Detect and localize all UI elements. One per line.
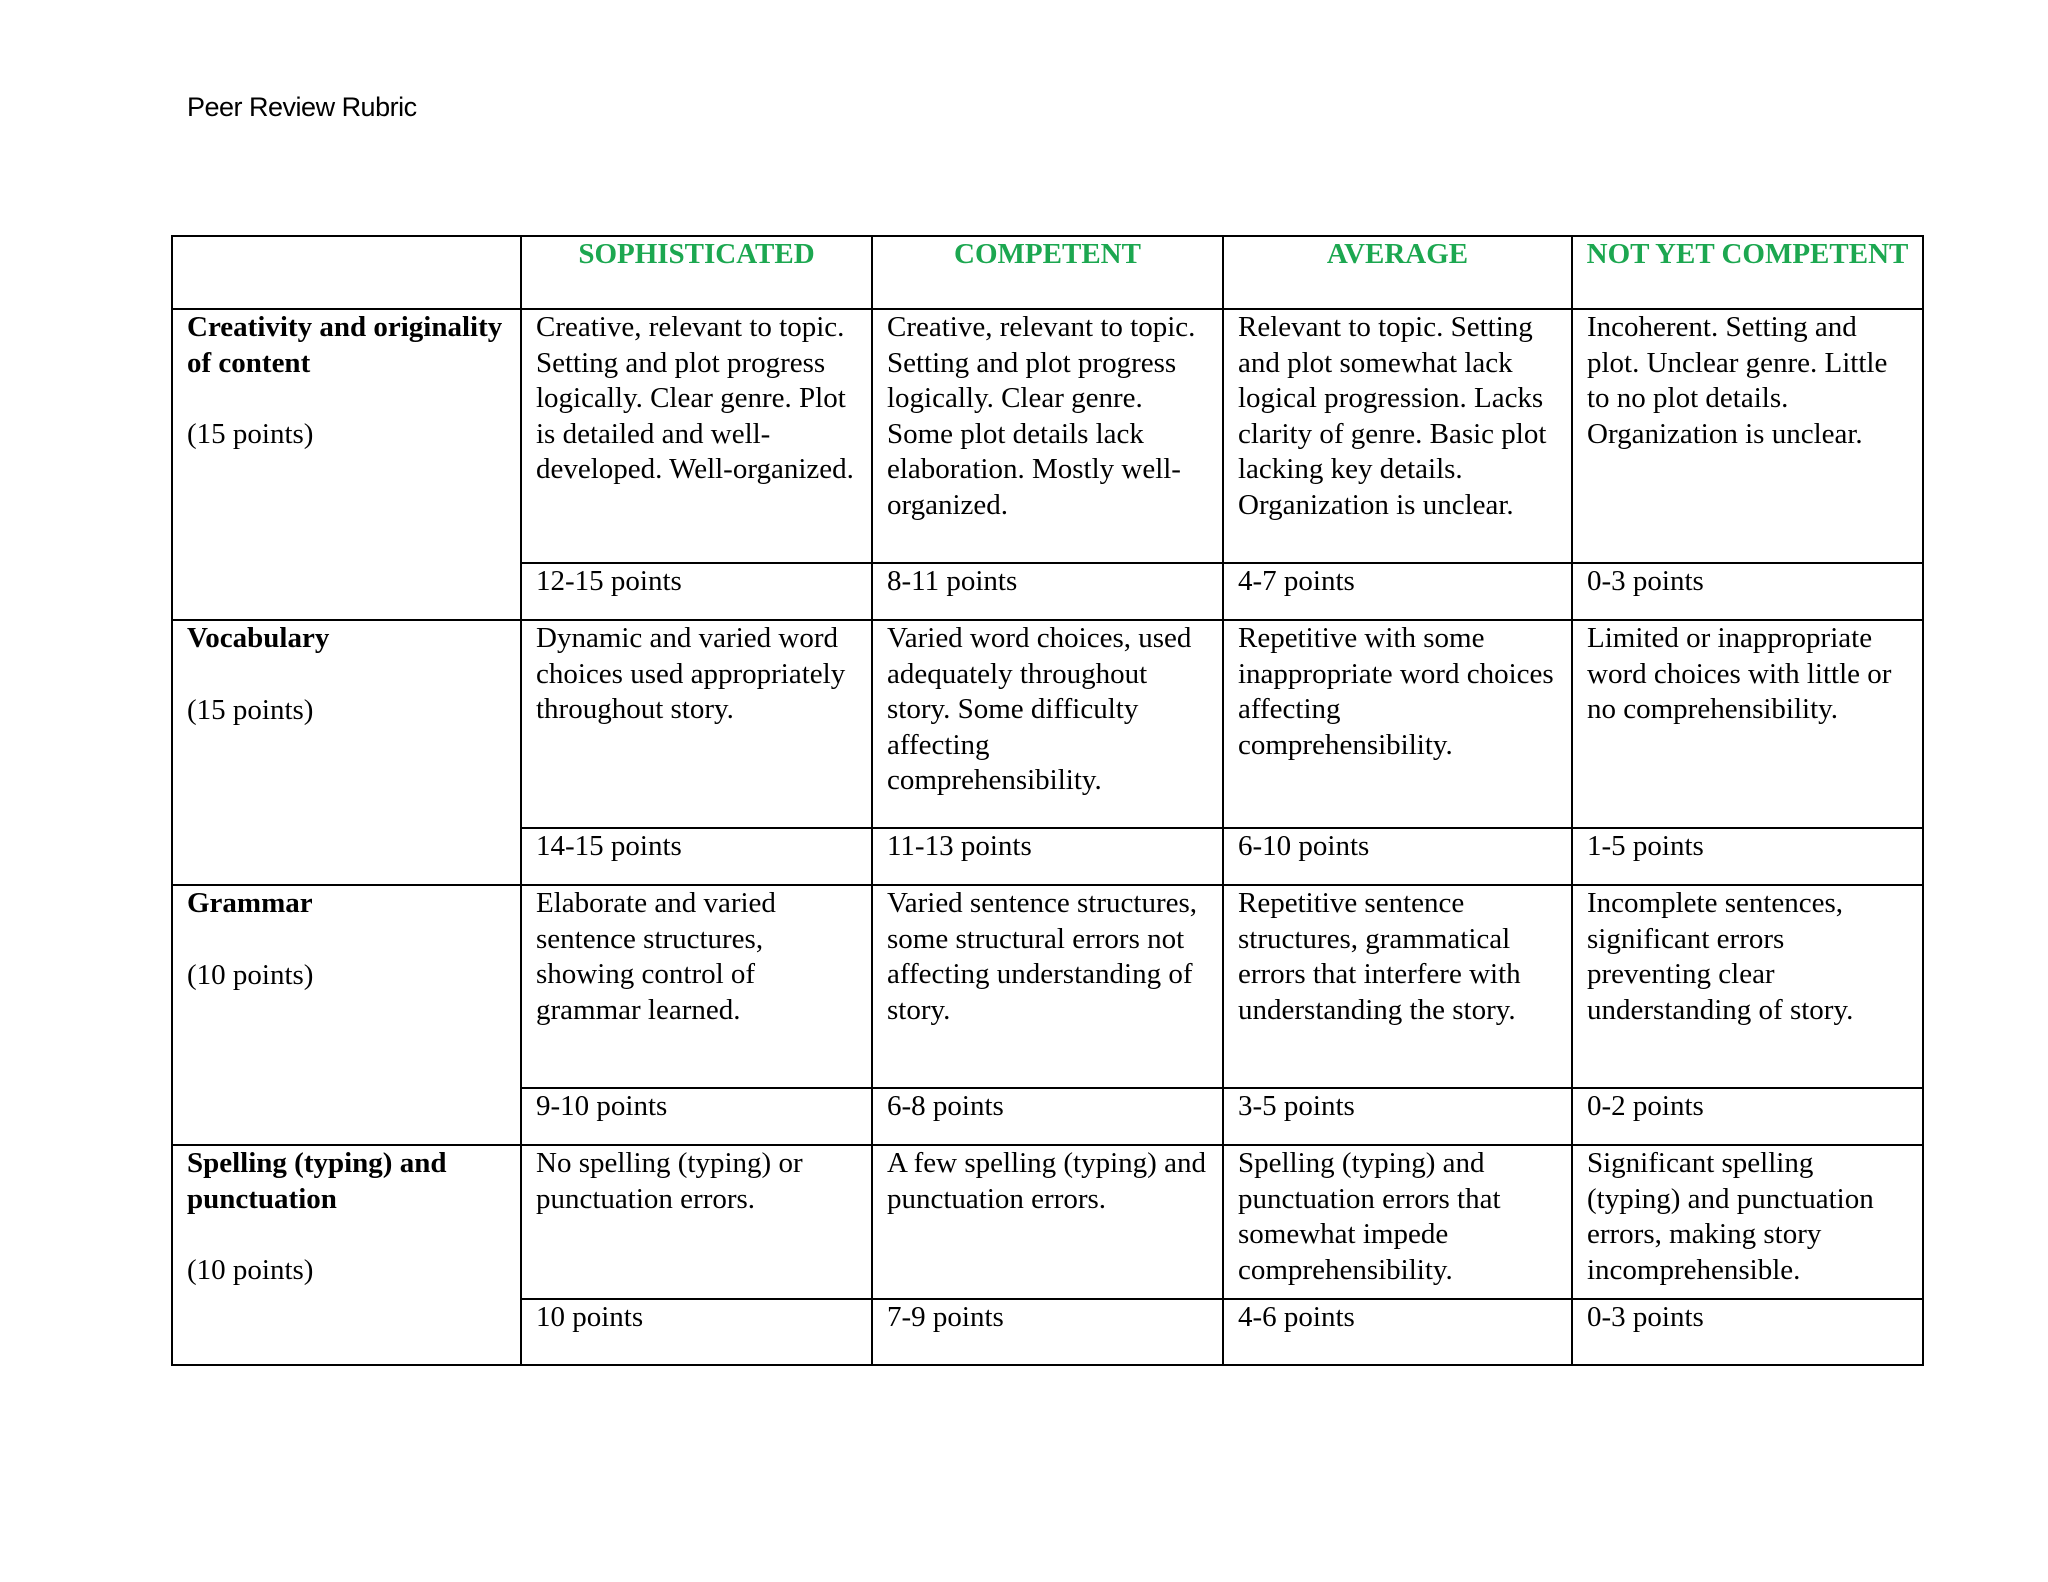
description-cell: Limited or inappropriate word choices with little or no comprehensibility. (1572, 620, 1923, 828)
criterion-points: (15 points) (187, 418, 314, 450)
score-cell: 0-2 points (1572, 1088, 1923, 1145)
description-cell: Elaborate and varied sentence structures, showing control of grammar learned. (521, 885, 872, 1088)
criterion-name: Grammar (187, 887, 313, 919)
score-cell: 4-7 points (1223, 563, 1572, 620)
criterion-row-creativity (172, 309, 1923, 563)
score-cell: 6-8 points (872, 1088, 1223, 1145)
rubric-table (171, 235, 1924, 1366)
score-cell: 12-15 points (521, 563, 872, 620)
header-corner-cell (172, 236, 521, 309)
description-cell: Varied word choices, used adequately throughout story. Some difficulty affecting comprehensibility. (872, 620, 1223, 828)
criterion-points: (15 points) (187, 693, 314, 726)
level-header-competent: COMPETENT (872, 236, 1223, 309)
description-cell: Significant spelling (typing) and punctuation errors, making story incomprehensible. (1572, 1145, 1923, 1299)
criterion-cell (172, 885, 521, 1145)
description-cell: No spelling (typing) or punctuation errors. (521, 1145, 872, 1299)
criterion-cell (172, 1145, 521, 1365)
description-cell: Dynamic and varied word choices used appropriately throughout story. (521, 620, 872, 828)
score-cell: 10 points (521, 1299, 872, 1365)
criterion-name: Vocabulary (187, 622, 330, 654)
header-row (172, 236, 1923, 309)
score-cell: 4-6 points (1223, 1299, 1572, 1365)
score-cell: 0-3 points (1572, 563, 1923, 620)
level-header-average: AVERAGE (1223, 236, 1572, 309)
criterion-name: Spelling (typing) and punctuation (187, 1147, 447, 1215)
document-title: Peer Review Rubric (187, 92, 417, 122)
score-cell: 1-5 points (1572, 828, 1923, 885)
description-cell: Incomplete sentences, significant errors preventing clear understanding of story. (1572, 885, 1923, 1088)
description-cell: Relevant to topic. Setting and plot somewhat lack logical progression. Lacks clarity of genre. Basic plot lacking key details. Organization is unclear. (1223, 309, 1572, 563)
description-cell: Repetitive sentence structures, grammatical errors that interfere with understanding the story. (1223, 885, 1572, 1088)
score-cell: 6-10 points (1223, 828, 1572, 885)
score-cell: 14-15 points (521, 828, 872, 885)
criterion-points: (10 points) (187, 1254, 314, 1286)
description-cell: Spelling (typing) and punctuation errors that somewhat impede comprehensibility. (1223, 1145, 1572, 1299)
criterion-points: (10 points) (187, 958, 314, 991)
description-cell: Creative, relevant to topic. Setting and plot progress logically. Clear genre. Some plot details lack elaboration. Mostly well-organized. (872, 309, 1223, 563)
score-cell: 0-3 points (1572, 1299, 1923, 1365)
criterion-row-grammar (172, 885, 1923, 1088)
score-cell: 11-13 points (872, 828, 1223, 885)
criterion-row-vocabulary (172, 620, 1923, 828)
criterion-name: Creativity and originality of content (187, 311, 503, 379)
description-cell: Incoherent. Setting and plot. Unclear genre. Little to no plot details. Organization is unclear. (1572, 309, 1923, 563)
description-cell: Repetitive with some inappropriate word choices affecting comprehensibility. (1223, 620, 1572, 828)
description-cell: Creative, relevant to topic. Setting and plot progress logically. Clear genre. Plot is detailed and well-developed. Well-organized. (521, 309, 872, 563)
level-header-sophisticated: SOPHISTICATED (521, 236, 872, 309)
description-cell: A few spelling (typing) and punctuation errors. (872, 1145, 1223, 1299)
criterion-row-spelling (172, 1145, 1923, 1299)
score-cell: 7-9 points (872, 1299, 1223, 1365)
level-header-not-yet-competent: NOT YET COMPETENT (1572, 236, 1923, 309)
description-cell: Varied sentence structures, some structural errors not affecting understanding of story. (872, 885, 1223, 1088)
score-cell: 9-10 points (521, 1088, 872, 1145)
criterion-cell (172, 309, 521, 620)
score-cell: 3-5 points (1223, 1088, 1572, 1145)
criterion-cell (172, 620, 521, 885)
score-cell: 8-11 points (872, 563, 1223, 620)
